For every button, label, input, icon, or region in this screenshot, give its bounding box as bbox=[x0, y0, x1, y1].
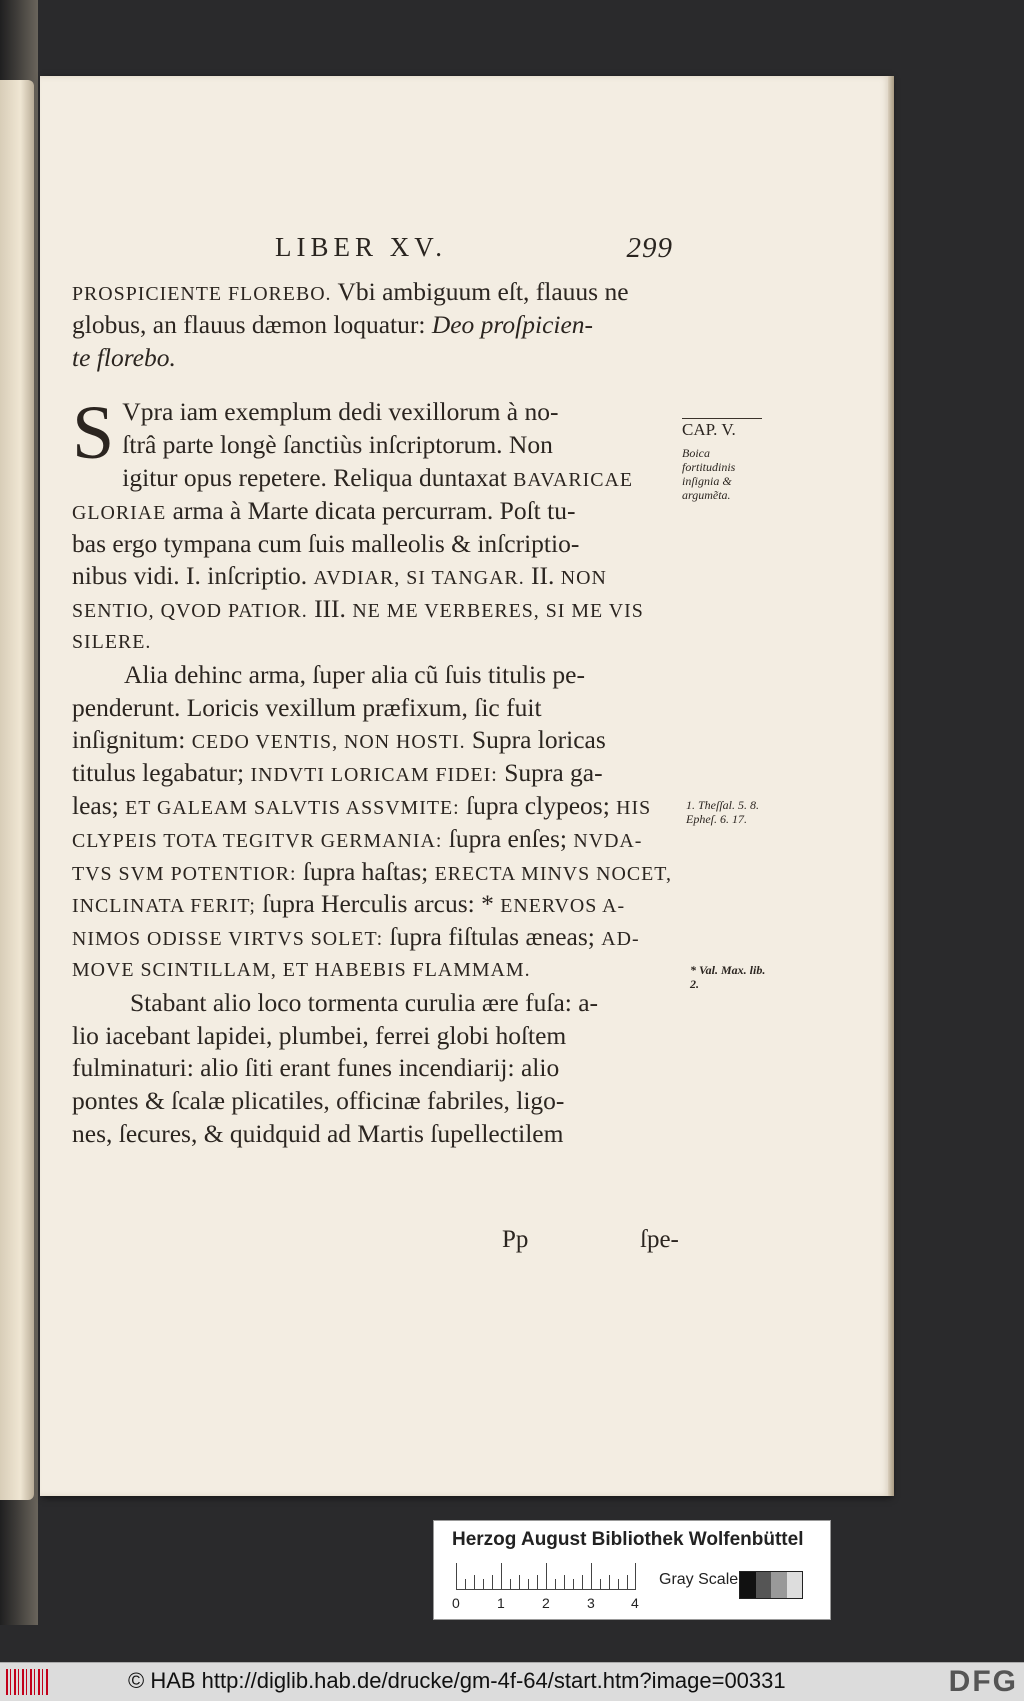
text-line: pontes & ſcalæ plicatiles, officinæ fabriles, ligo- bbox=[72, 1086, 565, 1116]
library-name: Herzog August Bibliothek Wolfenbüttel bbox=[452, 1529, 804, 1550]
text-line: lio iacebant lapidei, plumbei, ferrei globi hoſtem bbox=[72, 1020, 567, 1050]
text-line: globus, an flauus dæmon loquatur: Deo proſpicien- bbox=[72, 309, 594, 339]
dfg-logo: DFG bbox=[948, 1665, 1018, 1698]
text-line: PROSPICIENTE FLOREBO. Vbi ambiguum eſt, flauus ne bbox=[72, 277, 629, 306]
text-line: nes, ſecures, & quidquid ad Martis ſupellectilem bbox=[72, 1118, 564, 1148]
scale-number: 0 bbox=[452, 1595, 460, 1611]
scale-number: 3 bbox=[587, 1595, 595, 1611]
scale-number: 2 bbox=[542, 1595, 550, 1611]
text-line: Vpra iam exemplum dedi vexillorum à no- bbox=[122, 397, 559, 427]
text-line: inſignitum: CEDO VENTIS, NON HOSTI. Supra loricas bbox=[72, 725, 606, 755]
text-line: bas ergo tympana cum ſuis malleolis & inſcriptio- bbox=[72, 528, 580, 558]
italic-quote: te florebo. bbox=[72, 342, 176, 372]
italic-quote: Deo proſpicien- bbox=[431, 309, 594, 339]
text-line: CLYPEIS TOTA TEGITVR GERMANIA: ſupra enſes; NVDA- bbox=[72, 823, 643, 853]
text-line: GLORIAE arma à Marte dicata percurram. Poſt tu- bbox=[72, 495, 576, 525]
margin-note: 1. Theſſal. 5. 8. Epheſ. 6. 17. bbox=[686, 798, 760, 826]
text-line: MOVE SCINTILLAM, ET HABEBIS FLAMMAM. bbox=[72, 958, 531, 981]
text-line: igitur opus repetere. Reliqua duntaxat BAVARICAE bbox=[122, 462, 633, 492]
text-line: SENTIO, QVOD PATIOR. III. NE ME VERBERES, SI ME VIS bbox=[72, 594, 644, 624]
page-text bbox=[72, 276, 692, 1151]
text-line: Stabant alio loco tormenta curulia ære fuſa: a- bbox=[130, 987, 599, 1017]
copyright-url[interactable]: © HAB http://diglib.hab.de/drucke/gm-4f-64/start.htm?image=00331 bbox=[128, 1668, 786, 1693]
gray-scale-label: Gray Scale bbox=[659, 1571, 739, 1588]
page-edge bbox=[888, 76, 894, 1496]
text-line: INCLINATA FERIT; ſupra Herculis arcus: * ENERVOS A- bbox=[72, 889, 626, 919]
running-header bbox=[275, 232, 695, 268]
text-line: nibus vidi. I. inſcriptio. AVDIAR, SI TANGAR. II. NON bbox=[72, 561, 607, 591]
book-spine bbox=[0, 80, 34, 1500]
signature-mark: Pp bbox=[502, 1226, 529, 1253]
library-color-card bbox=[433, 1520, 831, 1620]
scale-number: 4 bbox=[631, 1595, 639, 1611]
page-number: 299 bbox=[626, 232, 673, 264]
text-line: ſtrâ parte longè ſanctiùs inſcriptorum. Non bbox=[122, 430, 553, 460]
gray-scale-swatch bbox=[739, 1571, 803, 1599]
text-line: NIMOS ODISSE VIRTVS SOLET: ſupra fiſtulas æneas; AD- bbox=[72, 922, 640, 952]
barcode-icon bbox=[6, 1669, 48, 1695]
text-line: TVS SVM POTENTIOR: ſupra haſtas; ERECTA MINVS NOCET, bbox=[72, 856, 672, 886]
viewer-footer bbox=[0, 1662, 1024, 1701]
margin-note: * Val. Max. lib. 2. bbox=[690, 963, 766, 991]
margin-note: Boica fortitudinis inſignia & argumẽta. bbox=[682, 446, 736, 502]
catchword: ſpe- bbox=[640, 1226, 679, 1253]
text-line: penderunt. Loricis vexillum præfixum, ſic fuit bbox=[72, 692, 542, 722]
text-line: titulus legabatur; INDVTI LORICAM FIDEI: Supra ga- bbox=[72, 758, 603, 788]
header-title: LIBER XV. bbox=[275, 232, 448, 262]
text-line: Alia dehinc arma, ſuper alia cũ ſuis titulis pe- bbox=[124, 659, 585, 689]
scale-ruler bbox=[456, 1563, 636, 1590]
text-line: SILERE. bbox=[72, 630, 152, 653]
text-line: leas; ET GALEAM SALVTIS ASSVMITE: ſupra clypeos; HIS bbox=[72, 790, 652, 820]
scale-number: 1 bbox=[497, 1595, 505, 1611]
drop-cap: S bbox=[72, 391, 115, 476]
text-line: fulminaturi: alio ſiti erant funes incendiarij: alio bbox=[72, 1053, 560, 1083]
chapter-heading: CAP. V. bbox=[682, 418, 762, 440]
